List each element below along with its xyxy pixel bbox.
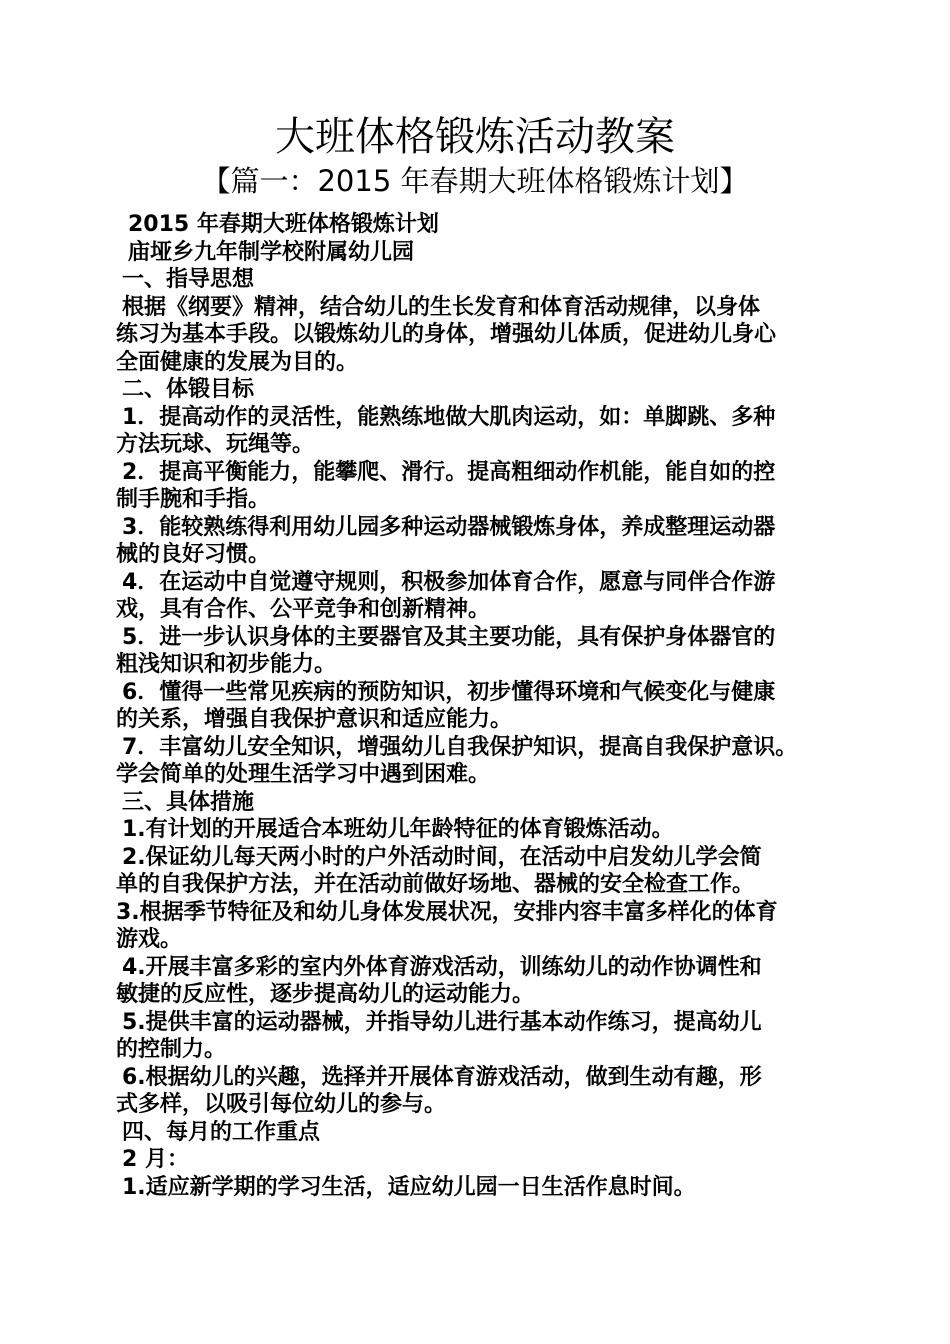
text-line: 戏，具有合作、公平竞争和创新精神。 bbox=[116, 597, 491, 622]
text-line: 学会简单的处理生活学习中遇到困难。 bbox=[116, 762, 491, 787]
text-line: 庙垭乡九年制学校附属幼儿园 bbox=[128, 239, 415, 265]
text-line: 3.根据季节特征及和幼儿身体发展状况，安排内容丰富多样化的体育 bbox=[116, 899, 778, 925]
text-line: 的关系，增强自我保护意识和适应能力。 bbox=[116, 707, 513, 732]
text-line: 1.有计划的开展适合本班幼儿年龄特征的体育锻炼活动。 bbox=[122, 817, 674, 842]
text-line: 4.开展丰富多彩的室内外体育游戏活动，训练幼儿的动作协调性和 bbox=[122, 954, 762, 980]
text-line: 游戏。 bbox=[116, 927, 183, 952]
text-line: 三、具体措施 bbox=[122, 789, 255, 815]
text-line: 一、指导思想 bbox=[122, 267, 255, 292]
text-line: 单的自我保护方法，并在活动前做好场地、器械的安全检查工作。 bbox=[116, 872, 755, 897]
text-line: 方法玩球、玩绳等。 bbox=[116, 432, 315, 457]
text-line: 四、每月的工作重点 bbox=[122, 1119, 321, 1145]
text-line: 的控制力。 bbox=[116, 1037, 227, 1062]
text-line: 3．能较熟练得利用幼儿园多种运动器械锻炼身体，养成整理运动器 bbox=[122, 514, 776, 540]
text-line: 械的良好习惯。 bbox=[116, 542, 271, 567]
text-line: 2015 年春期大班体格锻炼计划 bbox=[128, 212, 439, 237]
text-line: 5．进一步认识身体的主要器官及其主要功能，具有保护身体器官的 bbox=[122, 624, 776, 650]
text-line: 练习为基本手段。以锻炼幼儿的身体，增强幼儿体质，促进幼儿身心 bbox=[116, 322, 777, 347]
text-line: 二、体锻目标 bbox=[122, 377, 255, 402]
document-body bbox=[116, 211, 838, 1201]
document-title: 大班体格锻炼活动教案 bbox=[275, 114, 675, 160]
text-line: 6．懂得一些常见疾病的预防知识，初步懂得环境和气候变化与健康 bbox=[122, 679, 776, 705]
text-line: 根据《纲要》精神，结合幼儿的生长发育和体育活动规律，以身体 bbox=[122, 294, 761, 320]
text-line: 2.保证幼儿每天两小时的户外活动时间，在活动中启发幼儿学会简 bbox=[122, 844, 762, 870]
text-line: 4．在运动中自觉遵守规则，积极参加体育合作，愿意与同伴合作游 bbox=[122, 569, 776, 595]
text-line: 6.根据幼儿的兴趣，选择并开展体育游戏活动，做到生动有趣，形 bbox=[122, 1064, 762, 1090]
text-line: 2 月： bbox=[122, 1147, 189, 1172]
text-line: 2．提高平衡能力，能攀爬、滑行。提高粗细动作机能，能自如的控 bbox=[122, 459, 776, 485]
text-line: 粗浅知识和初步能力。 bbox=[116, 652, 337, 677]
document-subtitle: 【篇一：2015 年春期大班体格锻炼计划】 bbox=[201, 164, 749, 198]
text-line: 5.提供丰富的运动器械，并指导幼儿进行基本动作练习，提高幼儿 bbox=[122, 1009, 762, 1035]
text-line: 7．丰富幼儿安全知识，增强幼儿自我保护知识，提高自我保护意识。 bbox=[122, 734, 798, 760]
text-line: 1．提高动作的灵活性，能熟练地做大肌肉运动，如：单脚跳、多种 bbox=[122, 404, 776, 430]
text-line: 敏捷的反应性，逐步提高幼儿的运动能力。 bbox=[116, 982, 535, 1007]
text-line: 全面健康的发展为目的。 bbox=[116, 349, 359, 375]
text-line: 1.适应新学期的学习生活，适应幼儿园一日生活作息时间。 bbox=[122, 1174, 696, 1200]
text-line: 式多样，以吸引每位幼儿的参与。 bbox=[116, 1092, 447, 1117]
text-line: 制手腕和手指。 bbox=[116, 487, 271, 512]
